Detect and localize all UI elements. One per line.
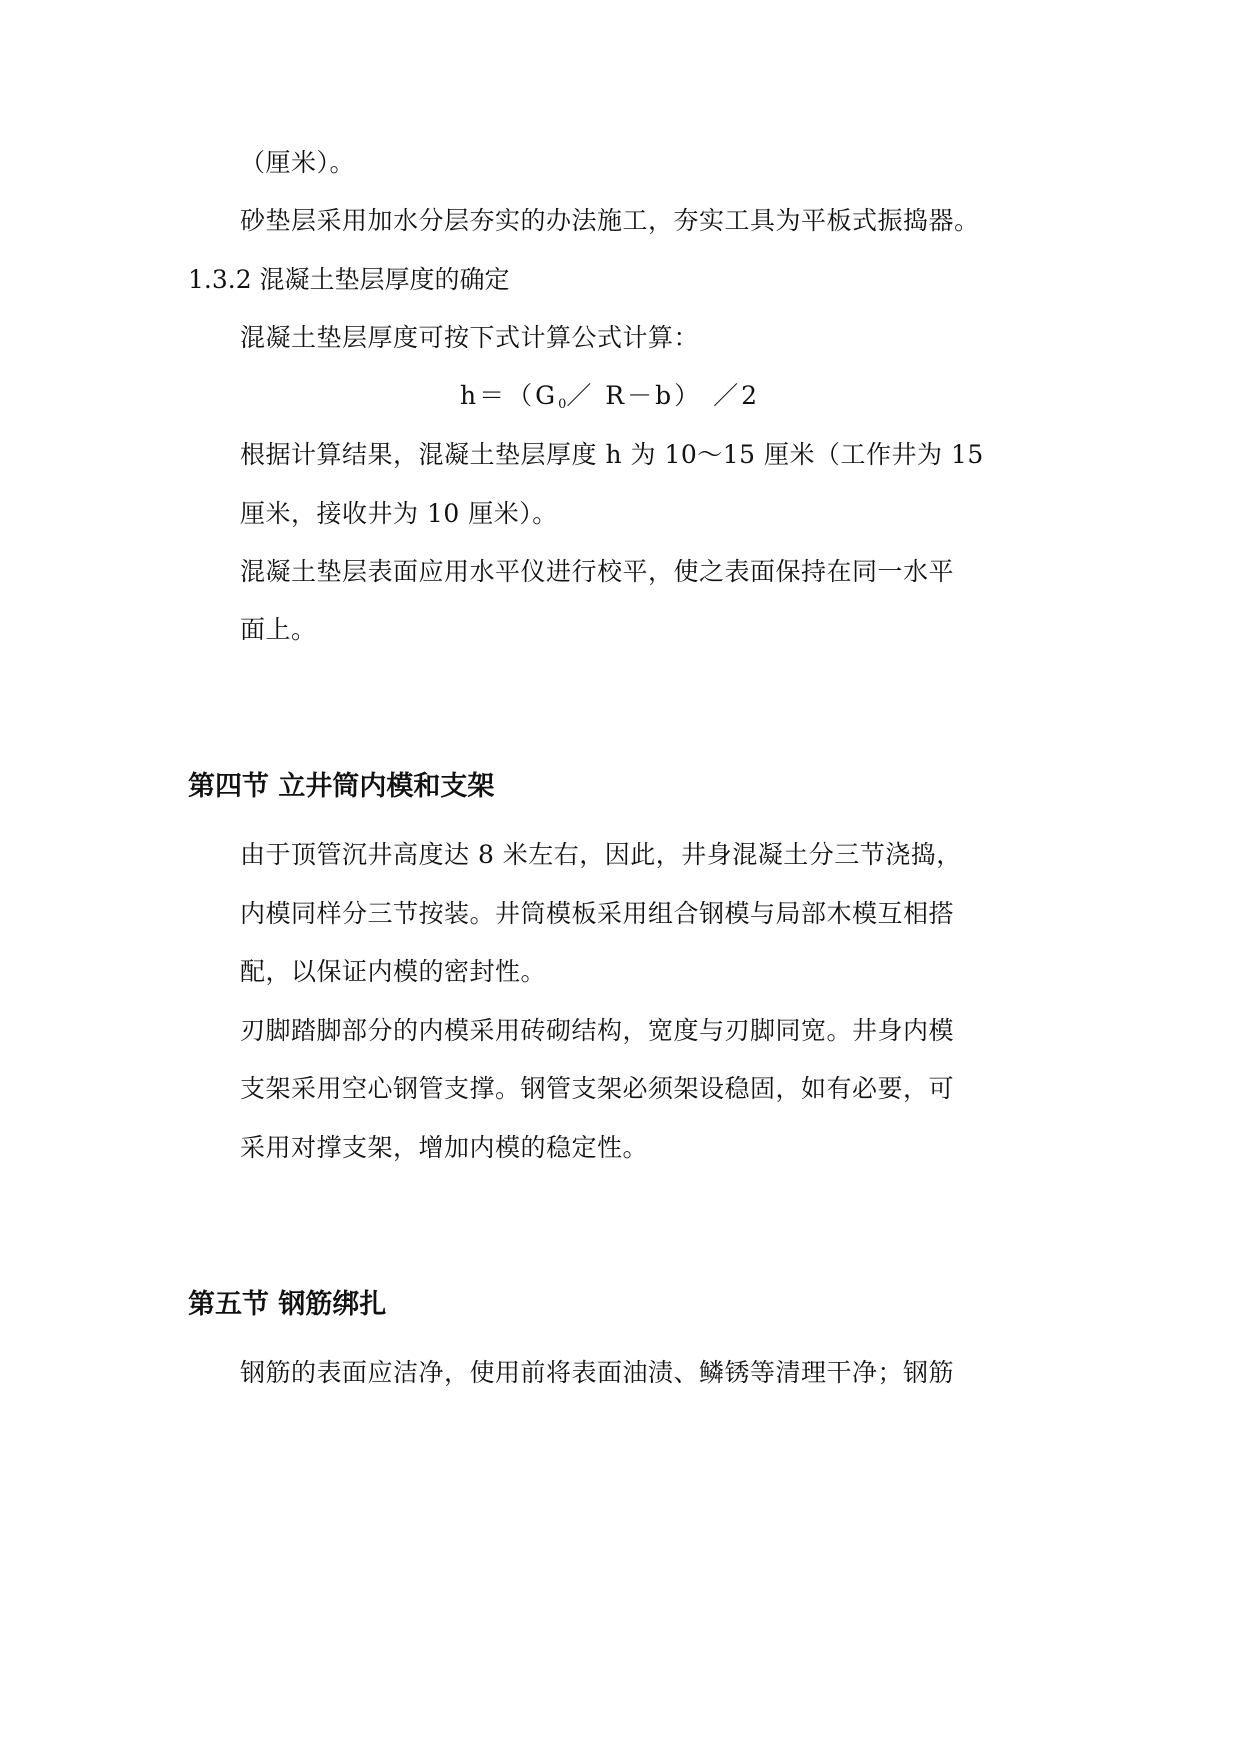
section-heading: 第四节 立井筒内模和支架	[188, 771, 495, 802]
paragraph-line: 采用对撑支架，增加内模的稳定性。	[240, 1133, 649, 1162]
paragraph-line: 钢筋的表面应洁净，使用前将表面油渍、鳞锈等清理干净；钢筋	[240, 1358, 955, 1387]
formula-subscript: 0	[558, 397, 567, 412]
section-heading: 第五节 钢筋绑扎	[188, 1289, 387, 1320]
paragraph-line: 厘米，接收井为 10 厘米）。	[240, 499, 558, 528]
subsection-heading: 1.3.2 混凝土垫层厚度的确定	[188, 265, 510, 294]
paragraph-line: 砂垫层采用加水分层夯实的办法施工，夯实工具为平板式振捣器。	[240, 206, 980, 235]
formula-part: ／ R－b） ／2	[566, 381, 760, 410]
paragraph-line: 面上。	[240, 615, 317, 644]
paragraph-line: 根据计算结果，混凝土垫层厚度 h 为 10～15 厘米（工作井为 15	[240, 440, 984, 469]
paragraph-line: 混凝土垫层表面应用水平仪进行校平，使之表面保持在同一水平	[240, 557, 955, 586]
paragraph-line: （厘米）。	[240, 148, 356, 177]
formula	[460, 379, 760, 422]
paragraph-line: 配，以保证内模的密封性。	[240, 957, 547, 986]
paragraph-line: 混凝土垫层厚度可按下式计算公式计算：	[240, 323, 700, 352]
paragraph-line: 刃脚踏脚部分的内模采用砖砌结构，宽度与刃脚同宽。井身内模	[240, 1016, 955, 1045]
formula-part: h＝（G	[460, 381, 559, 410]
paragraph-line: 支架采用空心钢管支撑。钢管支架必须架设稳固，如有必要，可	[240, 1074, 955, 1103]
paragraph-line: 由于顶管沉井高度达 8 米左右，因此，井身混凝土分三节浇捣，	[240, 840, 962, 869]
paragraph-line: 内模同样分三节按装。井筒模板采用组合钢模与局部木模互相搭	[240, 899, 955, 928]
